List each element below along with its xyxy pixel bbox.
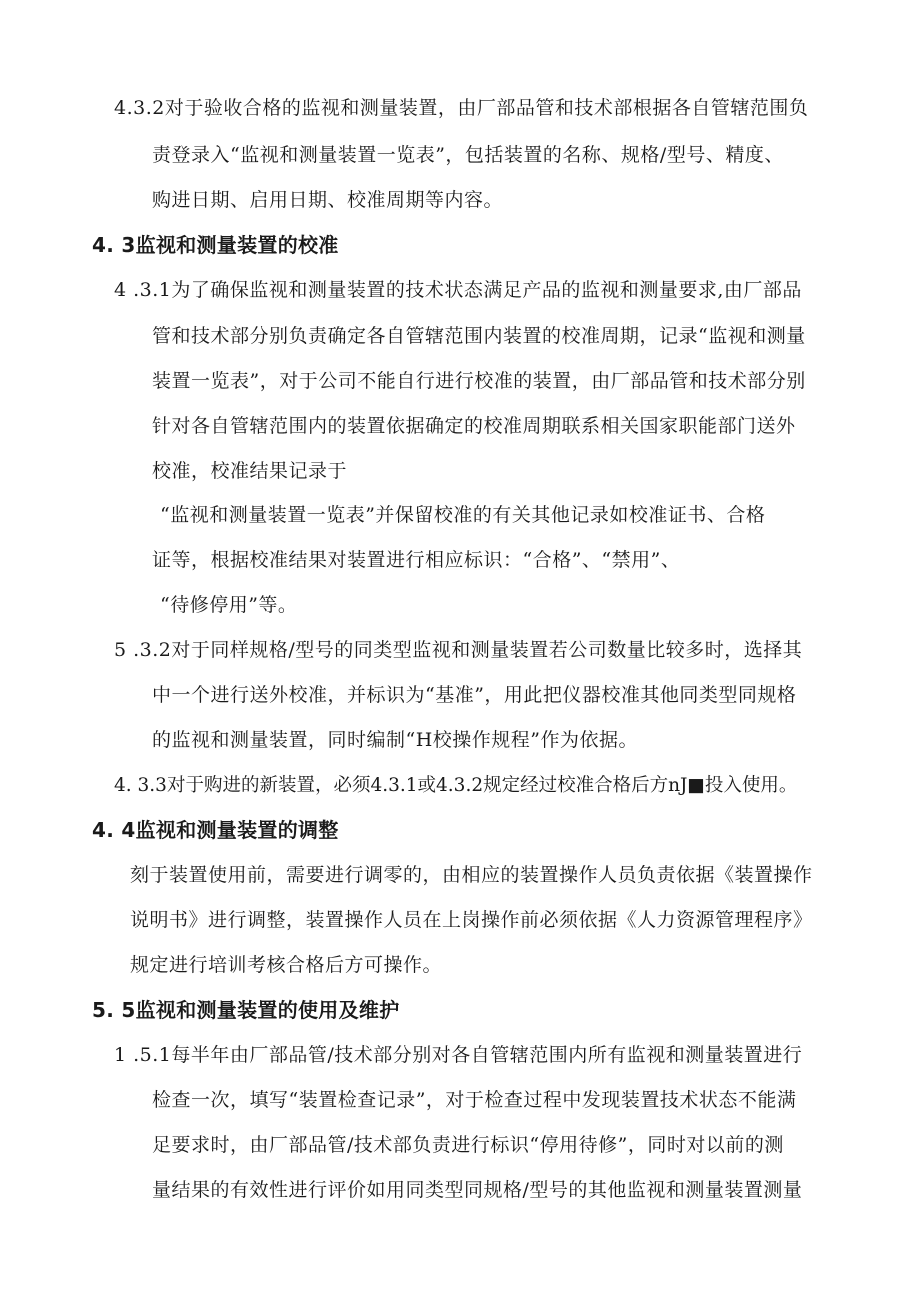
paragraph-4-3-1-line-5: 校准，校准结果记录于 — [152, 460, 348, 482]
paragraph-4-3-1-line-4: 针对各自管辖范围内的装置依据确定的校准周期联系相关国家职能部门送外 — [152, 415, 796, 437]
paragraph-4-3-1-line-1: 4 .3.1为了确保监视和测量装置的技术状态满足产品的监视和测量要求,由厂部品 — [114, 279, 802, 301]
paragraph-5-3-2-line-1: 5 .3.2对于同样规格/型号的同类型监视和测量装置若公司数量比较多时，选择其 — [114, 639, 803, 661]
paragraph-4-3-2-line-2: 责登录入“监视和测量装置一览表”，包括装置的名称、规格/型号、精度、 — [152, 144, 784, 166]
paragraph-4-3-2-line-3: 购进日期、启用日期、校准周期等内容。 — [152, 189, 504, 211]
section-heading-use-and-maintenance: 5. 5监视和测量装置的使用及维护 — [92, 998, 400, 1022]
paragraph-4-3-3: 4. 3.3对于购进的新装置，必须4.3.1或4.3.2规定经过校准合格后方nJ■投入使用。 — [114, 775, 798, 796]
paragraph-4-3-1-line-2: 管和技术部分别负责确定各自管辖范围内装置的校准周期，记录“监视和测量 — [152, 325, 806, 347]
paragraph-adjustment-line-1: 刻于装置使用前，需要进行调零的，由相应的装置操作人员负责依据《装置操作 — [130, 864, 813, 886]
paragraph-4-3-1-line-8: “待修停用”等。 — [160, 594, 298, 616]
paragraph-adjustment-line-2: 说明书》进行调整，装置操作人员在上岗操作前必须依据《人力资源管理程序》 — [130, 909, 813, 931]
paragraph-1-5-1-line-4: 量结果的有效性进行评价如用同类型同规格/型号的其他监视和测量装置测量 — [152, 1179, 803, 1201]
section-heading-calibration: 4. 3监视和测量装置的校准 — [92, 233, 339, 257]
paragraph-5-3-2-line-2: 中一个进行送外校准，并标识为“基准”，用此把仪器校准其他同类型同规格 — [152, 684, 797, 706]
paragraph-1-5-1-line-3: 足要求时，由厂部品管/技术部负责进行标识“停用待修”，同时对以前的测 — [152, 1134, 784, 1156]
paragraph-5-3-2-line-3: 的监视和测量装置，同时编制“H校操作规程”作为依据。 — [152, 729, 638, 751]
paragraph-4-3-2-line-1: 4.3.2对于验收合格的监视和测量装置，由厂部品管和技术部根据各自管辖范围负 — [114, 97, 809, 119]
paragraph-1-5-1-line-1: 1 .5.1每半年由厂部品管/技术部分别对各自管辖范围内所有监视和测量装置进行 — [114, 1044, 803, 1066]
paragraph-1-5-1-line-2: 检查一次，填写“装置检查记录”，对于检查过程中发现装置技术状态不能满 — [152, 1089, 797, 1111]
paragraph-4-3-1-line-6: “监视和测量装置一览表”并保留校准的有关其他记录如校准证书、合格 — [160, 504, 766, 526]
paragraph-adjustment-line-3: 规定进行培训考核合格后方可操作。 — [130, 954, 443, 976]
section-heading-adjustment: 4. 4监视和测量装置的调整 — [92, 818, 339, 842]
paragraph-4-3-1-line-7: 证等，根据校准结果对装置进行相应标识：“合格”、“禁用”、 — [152, 549, 681, 571]
paragraph-4-3-1-line-3: 装置一览表”，对于公司不能自行进行校准的装置，由厂部品管和技术部分别 — [152, 370, 806, 392]
